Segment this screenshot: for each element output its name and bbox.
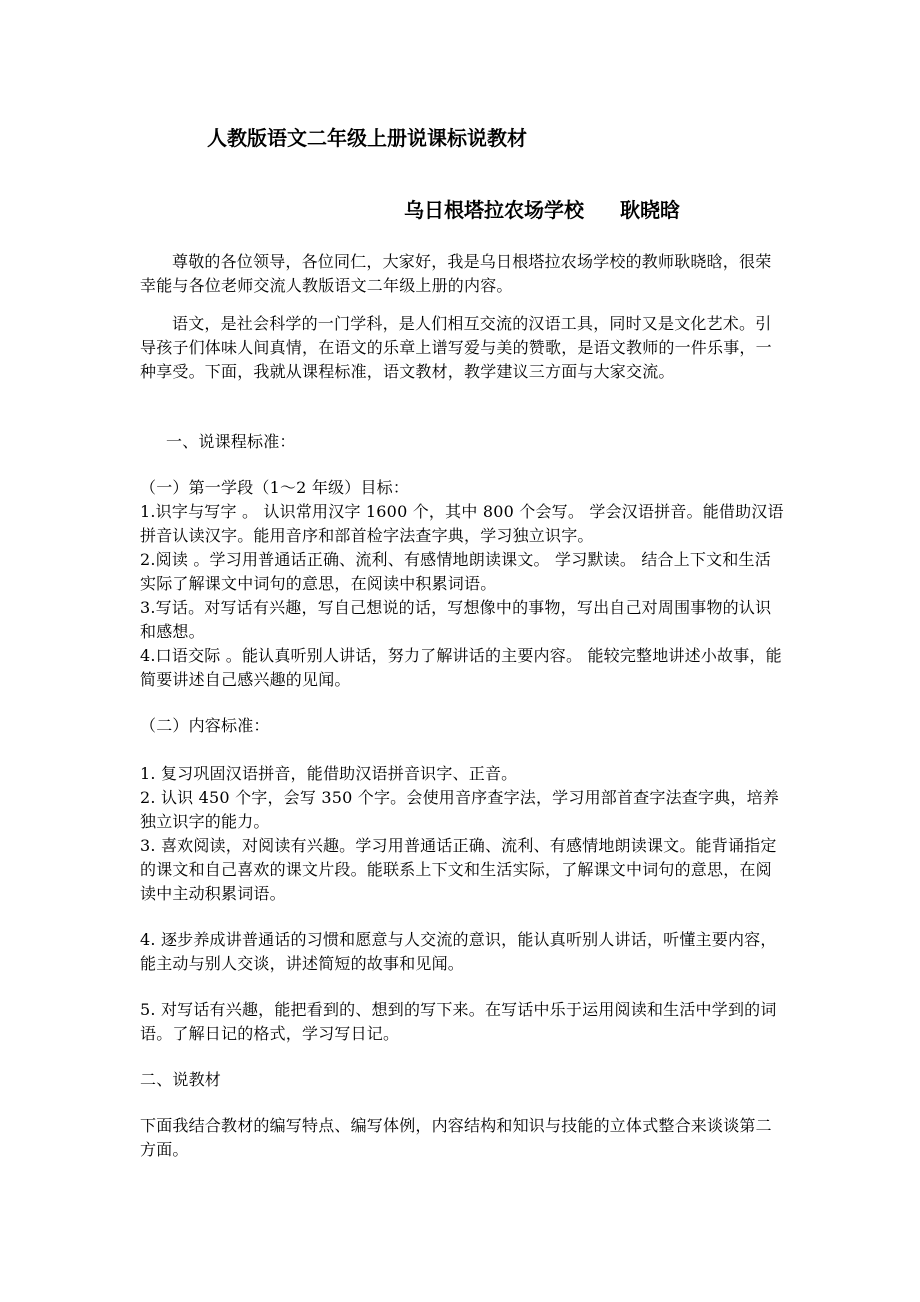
content-item-1: 1. 复习巩固汉语拼音，能借助汉语拼音识字、正音。	[140, 764, 518, 783]
target-item-1: 1.识字与写字 。 认识常用汉字 1600 个，其中 800 个会写。 学会汉语拼音。能借助汉语拼音认读汉字。能用音序和部首检字法查字典，学习独立识字。	[140, 502, 784, 545]
document-title: 人教版语文二年级上册说课标说教材	[207, 126, 527, 150]
target-item-4: 4.口语交际 。能认真听别人讲话，努力了解讲话的主要内容。 能较完整地讲述小故事，能简要讲述自己感兴趣的见闻。	[140, 646, 782, 689]
subsection-2-heading: （二）内容标准：	[140, 716, 270, 735]
content-item-3: 3. 喜欢阅读，对阅读有兴趣。学习用普通话正确、流利、有感情地朗读课文。能背诵指定的课文和自己喜欢的课文片段。能联系上下文和生活实际，了解课文中词句的意思，在阅读中主动积累词语。	[140, 836, 777, 903]
target-item-2: 2.阅读 。学习用普通话正确、流利、有感情地朗读课文。 学习默读。 结合上下文和生活实际了解课文中词句的意思，在阅读中积累词语。	[140, 550, 771, 593]
author-line	[404, 196, 680, 224]
intro-paragraph-2: 语文，是社会科学的一门学科，是人们相互交流的汉语工具，同时又是文化艺术。引导孩子们体味人间真情，在语文的乐章上谱写爱与美的赞歌，是语文教师的一件乐事，一种享受。下面，我就从课程标准，语文教材，教学建议三方面与大家交流。	[140, 314, 772, 381]
intro-paragraph-1: 尊敬的各位领导，各位同仁，大家好，我是乌日根塔拉农场学校的教师耿晓晗，很荣幸能与各位老师交流人教版语文二年级上册的内容。	[140, 252, 772, 295]
content-item-2: 2. 认识 450 个字，会写 350 个字。会使用音序查字法，学习用部首查字法查字典，培养独立识字的能力。	[140, 788, 779, 831]
author-school: 乌日根塔拉农场学校	[404, 198, 584, 222]
content-item-4: 4. 逐步养成讲普通话的习惯和愿意与人交流的意识，能认真听别人讲话，听懂主要内容，能主动与别人交谈，讲述简短的故事和见闻。	[140, 930, 777, 973]
subsection-1-heading: （一）第一学段（1～2 年级）目标：	[140, 478, 410, 497]
section-2-body: 下面我结合教材的编写特点、编写体例，内容结构和知识与技能的立体式整合来谈谈第二方面。	[140, 1116, 772, 1159]
author-name: 耿晓晗	[620, 198, 680, 222]
section-1-heading: 一、说课程标准：	[166, 432, 296, 451]
target-item-3: 3.写话。对写话有兴趣，写自己想说的话，写想像中的事物，写出自己对周围事物的认识和感想。	[140, 598, 772, 641]
section-2-heading: 二、说教材	[140, 1070, 222, 1089]
content-item-5: 5. 对写话有兴趣，能把看到的、想到的写下来。在写话中乐于运用阅读和生活中学到的词语。了解日记的格式，学习写日记。	[140, 1000, 777, 1043]
